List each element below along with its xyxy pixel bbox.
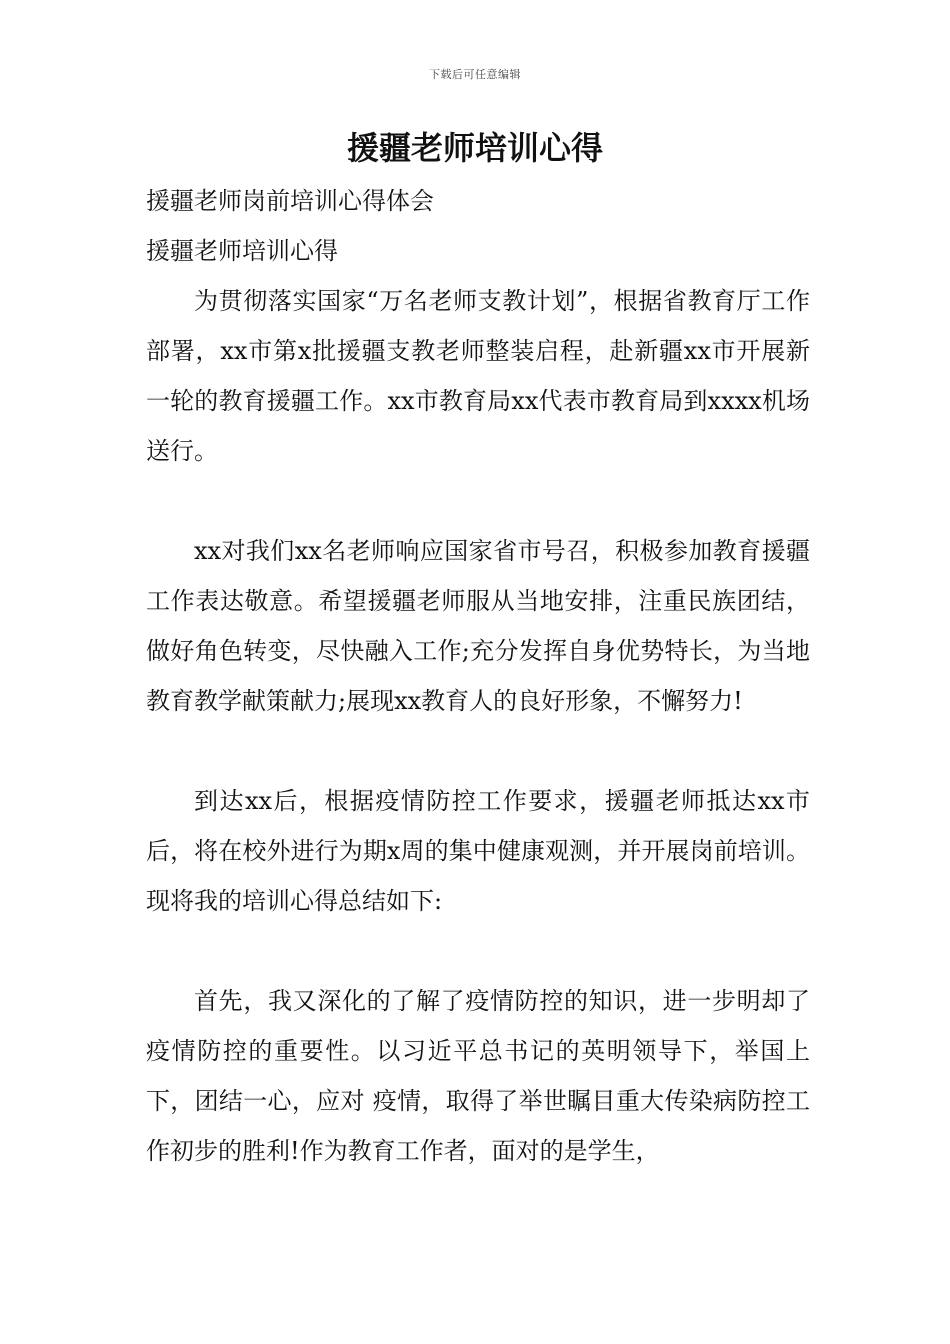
paragraph-arrival: 到达xx后，根据疫情防控工作要求，援疆老师抵达xx市后，将在校外进行为期x周的集中健康观测，并开展岗前培训。现将我的培训心得总结如下: (146, 787, 810, 915)
paragraph-first-point: 首先，我又深化的了解了疫情防控的知识，进一步明却了疫情防控的重要性。以习近平总书记的英明领导下，举国上下，团结一心，应对 疫情，取得了举世瞩目重大传染病防控工作初步的胜利!作为教育工作者，面对的是学生， (146, 987, 810, 1165)
subheading-first: 援疆老师岗前培训心得体会 (146, 187, 434, 215)
document-title: 援疆老师培训心得 (346, 129, 603, 167)
subheading-second: 援疆老师培训心得 (146, 237, 338, 265)
paragraph-expectations: xx对我们xx名老师响应国家省市号召，积极参加教育援疆工作表达敬意。希望援疆老师服从当地安排，注重民族团结，做好角色转变，尽快融入工作;充分发挥自身优势特长，为当地教育教学献策献力;展现xx教育人的良好形象，不懈努力! (146, 537, 810, 715)
header-note: 下载后可任意编辑 (429, 68, 521, 81)
document-body (146, 176, 810, 1226)
paragraph-intro: 为贯彻落实国家“万名老师支教计划”，根据省教育厅工作部署，xx市第x批援疆支教老师整装启程，赴新疆xx市开展新一轮的教育援疆工作。xx市教育局xx代表市教育局到xxxx机场送行。 (146, 287, 810, 465)
